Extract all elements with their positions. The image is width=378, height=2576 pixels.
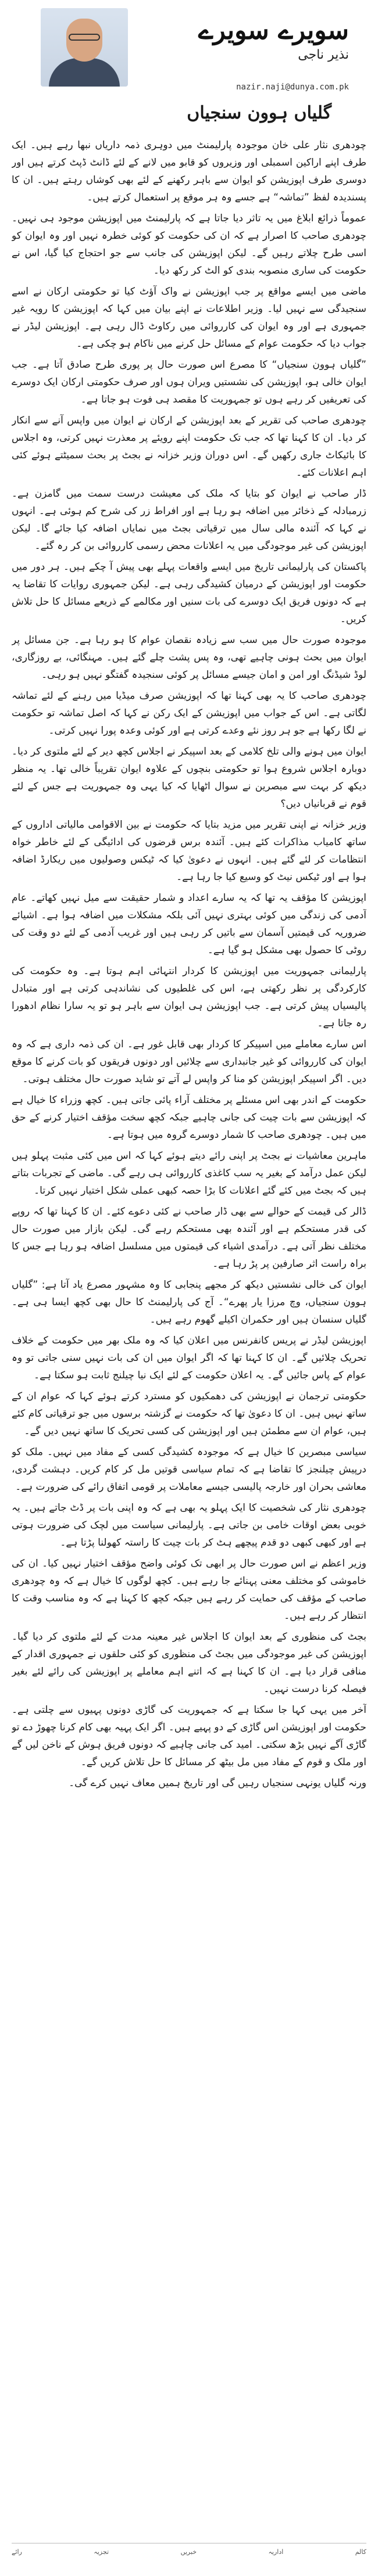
article-paragraph: ماہرین معاشیات نے بجٹ پر اپنی رائے دیتے ہوئے کہا کہ اس میں کئی مثبت پہلو ہیں لیکن عمل درآمد کے بغیر یہ سب کاغذی کارروائی ہی رہے گی۔ ماضی کے تجربات بتاتے ہیں کہ بجٹ میں کئے گئے اعلانات کا بڑا حصہ کبھی عملی شکل اختیار نہیں کرتا۔ xyxy=(12,1150,366,1197)
article-body xyxy=(12,136,366,2489)
article-paragraph: اپوزیشن کا مؤقف یہ تھا کہ یہ سارے اعداد و شمار حقیقت سے میل نہیں کھاتے۔ عام آدمی کی زندگی میں کوئی بہتری نہیں آئی بلکہ مشکلات میں اضافہ ہوا ہے۔ اشیائے ضروریہ کی قیمتیں آسمان سے باتیں کر رہی ہیں اور غریب آدمی کے لئے دو وقت کی روٹی کا حصول بھی مشکل ہو گیا ہے۔ xyxy=(12,892,366,956)
article-paragraph: بجٹ کی منظوری کے بعد ایوان کا اجلاس غیر معینہ مدت کے لئے ملتوی کر دیا گیا۔ اپوزیشن کی غیر موجودگی میں بجٹ کی منظوری کو کئی حلقوں نے جمہوری اقدار کے منافی قرار دیا ہے۔ ان کا کہنا ہے کہ اتنے اہم معاملے پر اپوزیشن کی رائے لئے بغیر فیصلہ کرنا درست نہیں۔ xyxy=(12,1631,366,1695)
article-paragraph: ایوان کی خالی نشستیں دیکھ کر مجھے پنجابی کا وہ مشہور مصرع یاد آتا ہے: ”گلیاں ہوون سنجیاں، وچ مرزا یار پھرے“۔ آج کی پارلیمنٹ کا حال بھی کچھ ایسا ہی ہے۔ گلیاں سنسان ہیں اور حکمران اکیلے گھوم رہے ہیں۔ xyxy=(12,1279,366,1325)
footer-item[interactable]: تجزیہ xyxy=(94,2548,109,2556)
article-paragraph: حکومت کے اندر بھی اس مسئلے پر مختلف آراء پائی جاتی ہیں۔ کچھ وزراء کا خیال ہے کہ اپوزیشن سے بات چیت کی جانی چاہیے جبکہ کچھ سخت مؤقف اختیار کرنے کے حق میں ہیں۔ چودھری صاحب کا شمار دوسرے گروہ میں ہوتا ہے۔ xyxy=(12,1094,366,1141)
page-footer xyxy=(12,2543,366,2560)
article-paragraph: آخر میں یہی کہا جا سکتا ہے کہ جمہوریت کی گاڑی دونوں پہیوں سے چلتی ہے۔ حکومت اور اپوزیشن اس گاڑی کے دو پہیے ہیں۔ اگر ایک پہیہ بھی کام کرنا چھوڑ دے تو گاڑی آگے نہیں بڑھ سکتی۔ امید کی جانی چاہیے کہ دونوں فریق ہوش کے ناخن لیں گے اور ملک و قوم کے مفاد میں مل بیٹھ کر مسائل کا حل تلاش کریں گے۔ xyxy=(12,1704,366,1768)
article-paragraph: چودھری نثار کی شخصیت کا ایک پہلو یہ بھی ہے کہ وہ اپنی بات پر ڈٹ جاتے ہیں۔ یہ خوبی بعض اوقات خامی بن جاتی ہے۔ پارلیمانی سیاست میں لچک کی ضرورت ہوتی ہے اور کبھی کبھی دو قدم پیچھے ہٹ کر بات چیت کا راستہ کھولنا پڑتا ہے۔ xyxy=(12,1502,366,1549)
article-paragraph: اس سارے معاملے میں اسپیکر کا کردار بھی قابل غور ہے۔ ان کی ذمہ داری ہے کہ وہ ایوان کی کارروائی کو غیر جانبداری سے چلائیں اور دونوں فریقوں کو بات کرنے کا موقع دیں۔ اگر اسپیکر اپوزیشن کو منا کر واپس لے آتے تو شاید صورت حال مختلف ہوتی۔ xyxy=(12,1039,366,1085)
article-paragraph: چودھری صاحب کا یہ بھی کہنا تھا کہ اپوزیشن صرف میڈیا میں رہنے کے لئے تماشہ لگاتی ہے۔ اس کے جواب میں اپوزیشن کے ایک رکن نے کہا کہ اصل تماشہ تو حکومت نے لگا رکھا ہے جو ہر روز نئے وعدے کرتی ہے اور کوئی وعدہ پورا نہیں کرتی۔ xyxy=(12,690,366,736)
article-paragraph: موجودہ صورت حال میں سب سے زیادہ نقصان عوام کا ہو رہا ہے۔ جن مسائل پر ایوان میں بحث ہونی چاہیے تھی، وہ پس پشت چلے گئے ہیں۔ مہنگائی، بے روزگاری، لوڈ شیڈنگ اور امن و امان جیسے مسائل پر کوئی سنجیدہ گفتگو نہیں ہو رہی۔ xyxy=(12,634,366,681)
article-paragraph: وزیر خزانہ نے اپنی تقریر میں مزید بتایا کہ حکومت نے بین الاقوامی مالیاتی اداروں کے ساتھ کامیاب مذاکرات کئے ہیں۔ آئندہ برس قرضوں کی ادائیگی کے لئے خاطر خواہ انتظامات کر لئے گئے ہیں۔ انہوں نے دعویٰ کیا کہ ٹیکس وصولیوں میں ریکارڈ اضافہ ہوا ہے اور ٹیکس نیٹ کو وسیع کیا جا رہا ہے۔ xyxy=(12,819,366,883)
footer-item[interactable]: اداریہ xyxy=(268,2548,284,2556)
photo-glasses xyxy=(69,34,100,41)
article-paragraph: پاکستان کی پارلیمانی تاریخ میں ایسے واقعات پہلے بھی پیش آ چکے ہیں۔ ہر دور میں حکومت اور اپوزیشن کے درمیان کشیدگی رہی ہے۔ لیکن جمہوری روایات کا تقاضا یہ ہے کہ دونوں فریق ایک دوسرے کی بات سنیں اور مکالمے کے ذریعے مسائل کا حل تلاش کریں۔ xyxy=(12,561,366,625)
footer-item[interactable]: خبریں xyxy=(180,2548,197,2556)
columnist-email[interactable]: nazir.naji@dunya.com.pk xyxy=(236,82,349,92)
columnist-photo xyxy=(41,8,128,87)
footer-item[interactable]: کالم xyxy=(355,2548,366,2556)
columnist-name: نذیر ناجی xyxy=(298,48,349,62)
footer-item[interactable]: رائے xyxy=(12,2548,22,2556)
article-paragraph: وزیر اعظم نے اس صورت حال پر ابھی تک کوئی واضح مؤقف اختیار نہیں کیا۔ ان کی خاموشی کو مختلف معنی پہنائے جا رہے ہیں۔ کچھ لوگوں کا خیال ہے کہ وہ چودھری صاحب کے مؤقف کی حمایت کر رہے ہیں جبکہ کچھ کا کہنا ہے کہ وہ مناسب وقت کا انتظار کر رہے ہیں۔ xyxy=(12,1558,366,1622)
article-paragraph: چودھری نثار علی خان موجودہ پارلیمنٹ میں دوہری ذمہ داریاں نبھا رہے ہیں۔ ایک طرف اپنے اراکین اسمبلی اور وزیروں کو قابو میں لانے کے لئے ڈانٹ ڈپٹ کرتے ہیں اور دوسری طرف اپوزیشن کو ایوان سے باہر رکھنے کے لئے بھی کوشاں رہتے ہیں۔ ان کا پسندیدہ لفظ ”تماشہ“ ہے جسے وہ ہر موقع پر استعمال کرتے ہیں۔ xyxy=(12,139,366,203)
article-paragraph: سیاسی مبصرین کا خیال ہے کہ موجودہ کشیدگی کسی کے مفاد میں نہیں۔ ملک کو درپیش چیلنجز کا تقاضا ہے کہ تمام سیاسی قوتیں مل کر کام کریں۔ دہشت گردی، معاشی بحران اور خارجہ پالیسی جیسے معاملات پر قومی اتفاق رائے کی ضرورت ہے۔ xyxy=(12,1446,366,1493)
article-paragraph: ڈالر کی قیمت کے حوالے سے بھی ڈار صاحب نے کئی دعوے کئے۔ ان کا کہنا تھا کہ روپے کی قدر مستحکم ہے اور آئندہ بھی مستحکم رہے گی۔ لیکن بازار میں صورت حال مختلف نظر آتی ہے۔ درآمدی اشیاء کی قیمتوں میں مسلسل اضافہ ہو رہا ہے جس کا براہ راست اثر صارفین پر پڑ رہا ہے۔ xyxy=(12,1206,366,1270)
article-paragraph: چودھری صاحب کی تقریر کے بعد اپوزیشن کے ارکان نے ایوان میں واپس آنے سے انکار کر دیا۔ ان کا کہنا تھا کہ جب تک حکومت اپنے رویئے پر معذرت نہیں کرتی، وہ اجلاس کا بائیکاٹ جاری رکھیں گے۔ اس دوران وزیر خزانہ نے بجٹ پر بحث سمیٹتے ہوئے کئی اہم اعلانات کئے۔ xyxy=(12,415,366,479)
article-paragraph: پارلیمانی جمہوریت میں اپوزیشن کا کردار انتہائی اہم ہوتا ہے۔ وہ حکومت کی کارکردگی پر نظر رکھتی ہے، اس کی غلطیوں کی نشاندہی کرتی ہے اور متبادل پالیسیاں پیش کرتی ہے۔ جب اپوزیشن ہی ایوان سے باہر ہو تو یہ سارا نظام ادھورا رہ جاتا ہے۔ xyxy=(12,965,366,1029)
article-headline: گلیاں ہوون سنجیاں xyxy=(187,103,331,123)
column-brand xyxy=(198,17,349,64)
column-masthead xyxy=(12,0,366,102)
article-paragraph: حکومتی ترجمان نے اپوزیشن کی دھمکیوں کو مسترد کرتے ہوئے کہا کہ عوام ان کے ساتھ نہیں ہیں۔ ان کا دعویٰ تھا کہ حکومت نے گزشتہ برسوں میں جو ترقیاتی کام کئے ہیں، عوام ان سے مطمئن ہیں اور اپوزیشن کی کسی تحریک کا ساتھ نہیں دیں گے۔ xyxy=(12,1391,366,1437)
photo-shirt xyxy=(49,58,120,87)
article-paragraph: ایوان میں ہونے والی تلخ کلامی کے بعد اسپیکر نے اجلاس کچھ دیر کے لئے ملتوی کر دیا۔ دوبارہ اجلاس شروع ہوا تو حکومتی بنچوں کے علاوہ ایوان تقریباً خالی تھا۔ یہ منظر دیکھ کر بہت سے مبصرین نے سوال اٹھایا کہ کیا یہی وہ جمہوریت ہے جس کے لئے قوم نے قربانیاں دیں؟ xyxy=(12,746,366,810)
article-paragraph: عموماً ذرائع ابلاغ میں یہ تاثر دیا جاتا ہے کہ پارلیمنٹ میں اپوزیشن موجود ہی نہیں۔ چودھری صاحب کا اصرار ہے کہ ان کی حکومت کو کوئی خطرہ نہیں اور وہ ایوان کو اسی طرح چلاتے رہیں گے۔ لیکن اپوزیشن کی جانب سے جو احتجاج کیا گیا، اس نے حکومت کی ساری منصوبہ بندی کو الٹ کر رکھ دیا۔ xyxy=(12,213,366,276)
article-paragraph: ماضی میں ایسے مواقع پر جب اپوزیشن نے واک آؤٹ کیا تو حکومتی ارکان نے اسے سنجیدگی سے نہیں لیا۔ وزیر اطلاعات نے اپنے بیان میں کہا کہ اپوزیشن کا رویہ غیر جمہوری ہے اور وہ ایوان کی کارروائی میں رکاوٹ ڈال رہی ہے۔ اپوزیشن لیڈر نے جواب دیا کہ حکومت عوام کے مسائل حل کرنے میں ناکام ہو چکی ہے۔ xyxy=(12,286,366,350)
article-paragraph: ڈار صاحب نے ایوان کو بتایا کہ ملک کی معیشت درست سمت میں گامزن ہے۔ زرمبادلہ کے ذخائر میں اضافہ ہو رہا ہے اور افراط زر کی شرح کم ہوئی ہے۔ انہوں نے کہا کہ آئندہ مالی سال میں ترقیاتی بجٹ میں نمایاں اضافہ کیا جائے گا۔ لیکن اپوزیشن کی غیر موجودگی میں یہ اعلانات محض رسمی کارروائی بن کر رہ گئے۔ xyxy=(12,488,366,552)
article-paragraph: ورنہ گلیاں یونہی سنجیاں رہیں گی اور تاریخ ہمیں معاف نہیں کرے گی۔ xyxy=(69,1777,366,1789)
column-brand-title: سویرے سویرے xyxy=(198,16,349,45)
article-paragraph: ”گلیاں ہوون سنجیاں“ کا مصرع اس صورت حال پر پوری طرح صادق آتا ہے۔ جب ایوان خالی ہو، اپوزیشن کی نشستیں ویران ہوں اور صرف حکومتی ارکان ایک دوسرے کی تعریفیں کر رہے ہوں تو جمہوریت کا مقصد ہی فوت ہو جاتا ہے۔ xyxy=(12,359,366,405)
article-paragraph: اپوزیشن لیڈر نے پریس کانفرنس میں اعلان کیا کہ وہ ملک بھر میں حکومت کے خلاف تحریک چلائیں گے۔ ان کا کہنا تھا کہ اگر ایوان میں ان کی بات نہیں سنی جاتی تو وہ عوام کے پاس جائیں گے۔ یہ اعلان حکومت کے لئے ایک نیا چیلنج ثابت ہو سکتا ہے۔ xyxy=(12,1335,366,1381)
